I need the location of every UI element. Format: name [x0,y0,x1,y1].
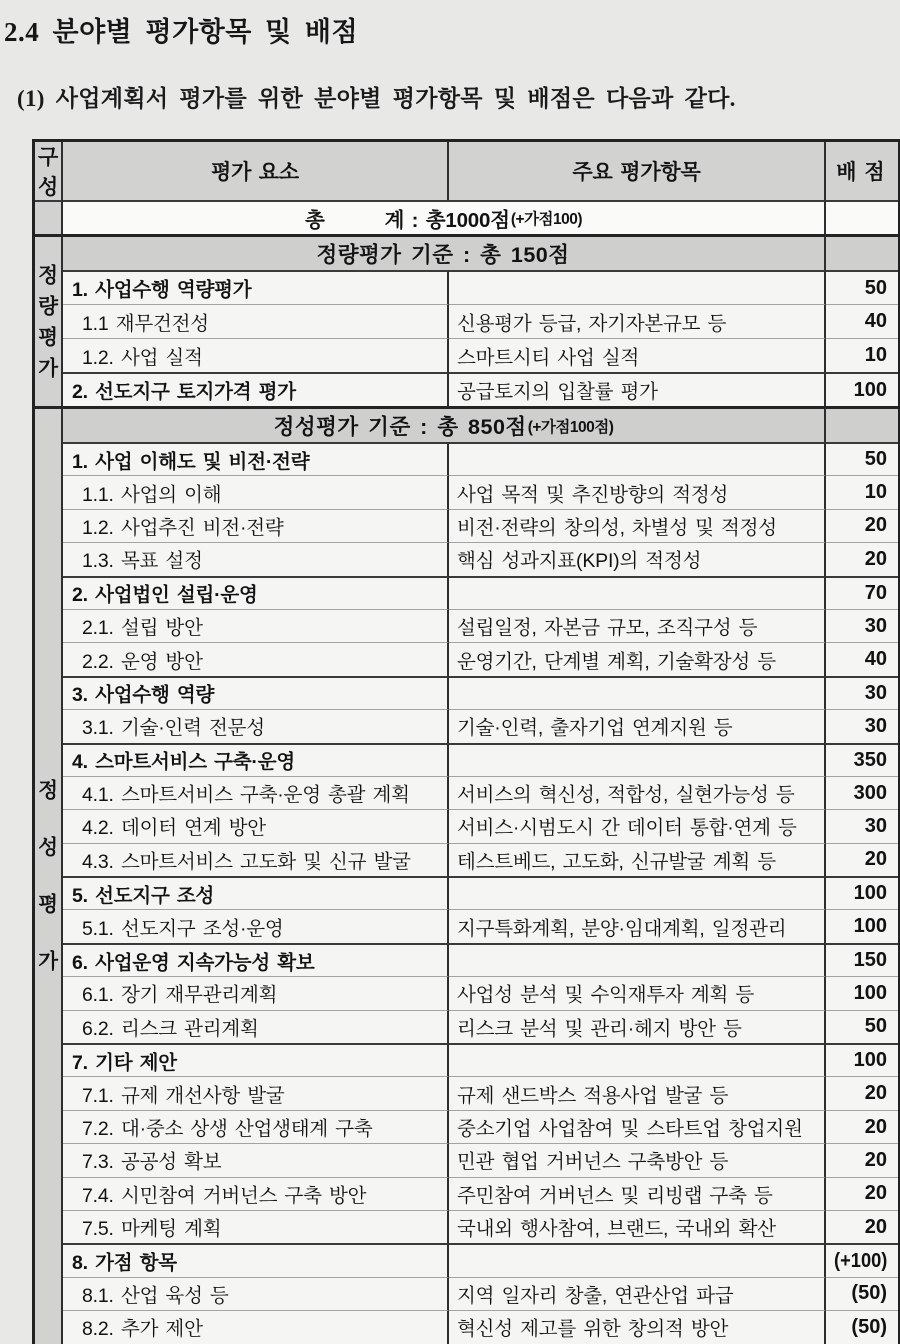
element-cell: 7.3. 공공성 확보 [63,1143,449,1176]
criteria-cell: 주민참여 거버넌스 및 리빙랩 구축 등 [449,1177,826,1210]
element-cell: 4.3. 스마트서비스 고도화 및 신규 발굴 [63,843,449,876]
header-element: 평가 요소 [63,142,449,200]
element-cell: 5. 선도지구 조성 [63,876,449,909]
page-title: 2.4 분야별 평가항목 및 배점 [4,17,359,47]
element-cell: 1.2. 사업 실적 [63,338,449,372]
score-cell: (50) [826,1277,898,1310]
score-cell: 100 [826,372,898,406]
criteria-cell: 지구특화계획, 분양·임대계획, 일정관리 [449,909,826,942]
element-cell: 2.2. 운영 방안 [63,642,449,675]
criteria-cell: 중소기업 사업참여 및 스타트업 창업지원 [449,1110,826,1143]
element-cell: 2. 선도지구 토지가격 평가 [63,372,449,406]
header-criteria: 주요 평가항목 [449,142,826,200]
score-cell: 40 [826,304,898,338]
header-score: 배 점 [826,142,898,200]
criteria-cell: 국내외 행사참여, 브랜드, 국내외 확산 [449,1210,826,1243]
score-cell: 40 [826,642,898,675]
score-cell: (+100) [826,1243,898,1276]
score-cell: 20 [826,843,898,876]
score-cell: 20 [826,1177,898,1210]
total-score-cell [826,200,898,234]
criteria-cell: 설립일정, 자본금 규모, 조직구성 등 [449,609,826,642]
band-quantitative: 정량평가 기준 : 총 150점 [63,234,826,270]
element-cell: 2. 사업법인 설립·운영 [63,576,449,609]
element-cell: 6. 사업운영 지속가능성 확보 [63,943,449,976]
element-cell: 2.1. 설립 방안 [63,609,449,642]
criteria-cell: 서비스의 혁신성, 적합성, 실현가능성 등 [449,776,826,809]
criteria-cell [449,576,826,609]
element-cell: 7. 기타 제안 [63,1043,449,1076]
criteria-cell: 사업성 분석 및 수익재투자 계획 등 [449,976,826,1009]
criteria-cell [449,1243,826,1276]
score-cell: 350 [826,743,898,776]
element-cell: 4. 스마트서비스 구축·운영 [63,743,449,776]
criteria-cell: 혁신성 제고를 위한 창의적 방안 [449,1310,826,1343]
score-cell: 100 [826,909,898,942]
score-cell: 150 [826,943,898,976]
criteria-cell: 민관 협업 거버넌스 구축방안 등 [449,1143,826,1176]
criteria-cell: 지역 일자리 창출, 연관산업 파급 [449,1277,826,1310]
score-cell: 100 [826,976,898,1009]
section-label-qualitative: 정성평가 [35,406,63,1344]
criteria-cell: 신용평가 등급, 자기자본규모 등 [449,304,826,338]
criteria-cell [449,442,826,475]
evaluation-table [32,139,900,1344]
score-cell: 20 [826,542,898,575]
element-cell: 7.1. 규제 개선사항 발굴 [63,1076,449,1109]
criteria-cell: 테스트베드, 고도화, 신규발굴 계획 등 [449,843,826,876]
criteria-cell [449,1043,826,1076]
criteria-cell: 서비스·시범도시 간 데이터 통합·연계 등 [449,809,826,842]
element-cell: 1.1. 사업의 이해 [63,475,449,508]
total-row-left-cell [35,200,63,234]
criteria-cell [449,876,826,909]
criteria-cell: 스마트시티 사업 실적 [449,338,826,372]
element-cell: 1.2. 사업추진 비전·전략 [63,509,449,542]
element-cell: 1.3. 목표 설정 [63,542,449,575]
band-qualitative-suffix: (+가점100점) [527,418,614,436]
element-cell: 1. 사업수행 역량평가 [63,270,449,304]
criteria-cell [449,676,826,709]
score-cell: 20 [826,509,898,542]
criteria-cell [449,270,826,304]
element-cell: 8.1. 산업 육성 등 [63,1277,449,1310]
score-cell: 100 [826,1043,898,1076]
score-cell: 20 [826,1110,898,1143]
criteria-cell [449,743,826,776]
score-cell: 50 [826,442,898,475]
score-cell: 10 [826,475,898,508]
band-qualitative-score-cell [826,406,898,442]
element-cell: 6.2. 리스크 관리계획 [63,1010,449,1043]
score-cell: 70 [826,576,898,609]
element-cell: 3. 사업수행 역량 [63,676,449,709]
score-cell: 30 [826,676,898,709]
element-cell: 3.1. 기술·인력 전문성 [63,709,449,742]
score-cell: 100 [826,876,898,909]
score-cell: 20 [826,1076,898,1109]
band-qualitative: 정성평가 기준 : 총 850점 (+가점100점) [63,406,826,442]
score-cell: 30 [826,709,898,742]
score-cell: 20 [826,1143,898,1176]
header-composition: 구 성 [35,142,63,200]
element-cell: 8. 가점 항목 [63,1243,449,1276]
score-cell: 300 [826,776,898,809]
criteria-cell: 운영기간, 단계별 계획, 기술확장성 등 [449,642,826,675]
element-cell: 1. 사업 이해도 및 비전·전략 [63,442,449,475]
criteria-cell: 공급토지의 입찰률 평가 [449,372,826,406]
score-cell: 30 [826,809,898,842]
criteria-cell: 사업 목적 및 추진방향의 적정성 [449,475,826,508]
element-cell: 1.1 재무건전성 [63,304,449,338]
score-cell: 50 [826,1010,898,1043]
criteria-cell [449,943,826,976]
criteria-cell: 리스크 분석 및 관리·헤지 방안 등 [449,1010,826,1043]
element-cell: 4.1. 스마트서비스 구축·운영 총괄 계획 [63,776,449,809]
total-suffix: (+가점100) [510,211,582,228]
page-subheading: (1) 사업계획서 평가를 위한 분야별 평가항목 및 배점은 다음과 같다. [17,86,736,111]
section-label-quantitative: 정량평가 [35,234,63,406]
score-cell: (50) [826,1310,898,1343]
element-cell: 4.2. 데이터 연계 방안 [63,809,449,842]
criteria-cell: 규제 샌드박스 적용사업 발굴 등 [449,1076,826,1109]
score-cell: 10 [826,338,898,372]
element-cell: 7.5. 마케팅 계획 [63,1210,449,1243]
element-cell: 8.2. 추가 제안 [63,1310,449,1343]
score-cell: 50 [826,270,898,304]
grand-total-cell: 총 계 : 총1000점 (+가점100) [63,200,826,234]
element-cell: 7.2. 대·중소 상생 산업생태계 구축 [63,1110,449,1143]
criteria-cell: 비전·전략의 창의성, 차별성 및 적정성 [449,509,826,542]
criteria-cell: 핵심 성과지표(KPI)의 적정성 [449,542,826,575]
score-cell: 20 [826,1210,898,1243]
element-cell: 6.1. 장기 재무관리계획 [63,976,449,1009]
band-quantitative-score-cell [826,234,898,270]
element-cell: 7.4. 시민참여 거버넌스 구축 방안 [63,1177,449,1210]
score-cell: 30 [826,609,898,642]
criteria-cell: 기술·인력, 출자기업 연계지원 등 [449,709,826,742]
element-cell: 5.1. 선도지구 조성·운영 [63,909,449,942]
